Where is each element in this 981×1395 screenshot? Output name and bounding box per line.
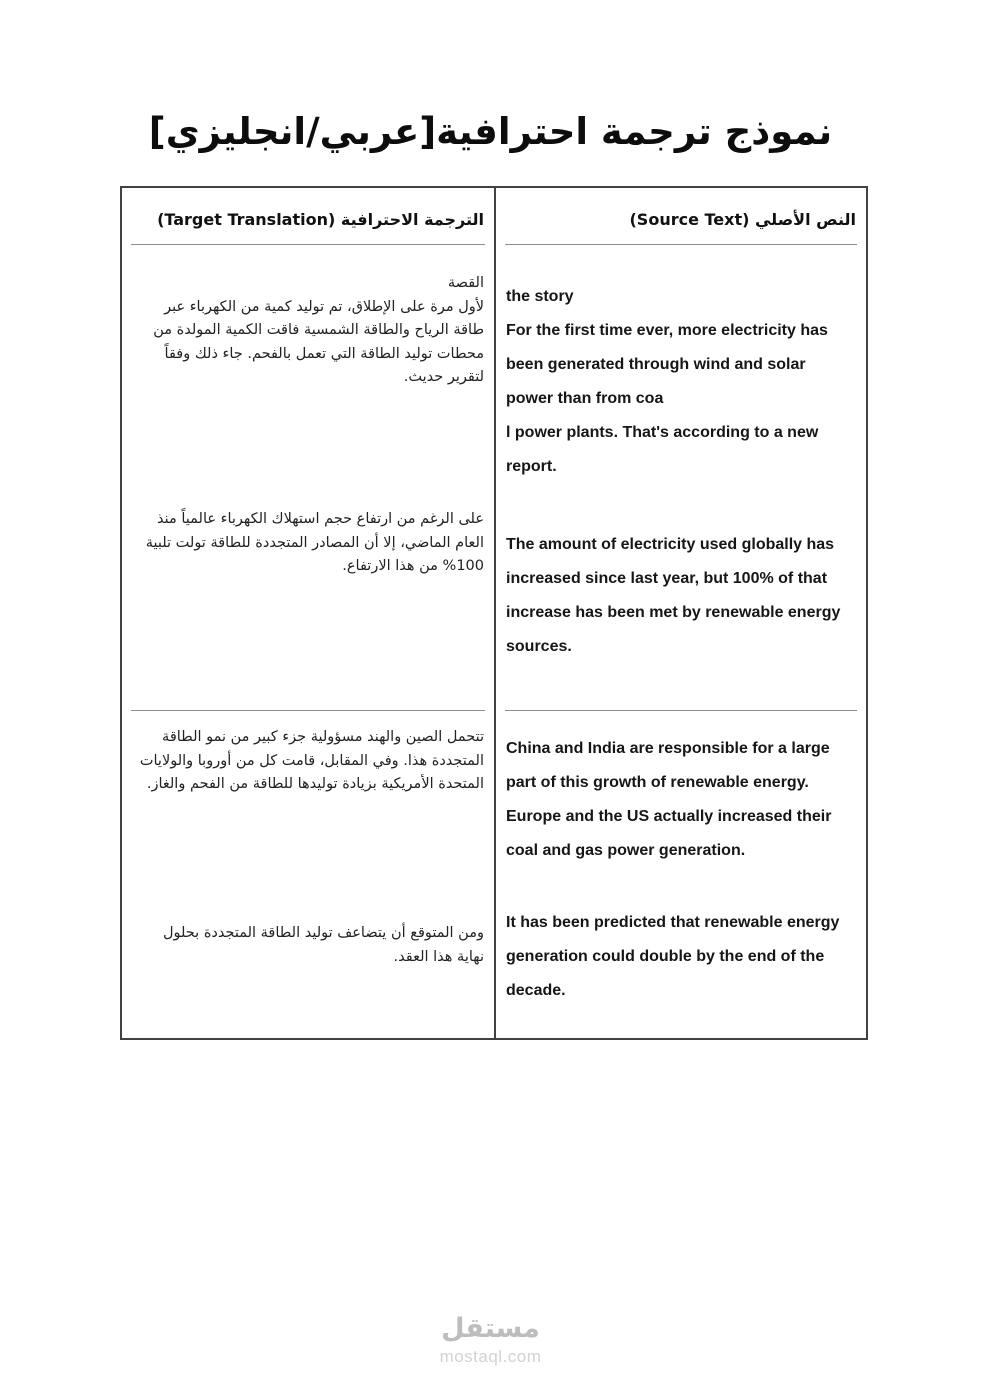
target-text-cell bbox=[122, 896, 494, 1038]
target-paragraph: لأول مرة على الإطلاق، تم توليد كمية من الكهرباء عبر طاقة الرياح والطاقة الشمسية فاقت الكمية المولدة من محطات توليد الطاقة التي تعمل بالفحم. جاء ذلك وفقاً لتقرير حديث. bbox=[153, 298, 484, 385]
table-row-electricity-usage bbox=[122, 498, 866, 710]
source-paragraph: l power plants. That's according to a new report. bbox=[506, 424, 819, 475]
divider-rule-target bbox=[131, 710, 485, 711]
source-paragraph: For the first time ever, more electricity has been generated through wind and solar power than from coa bbox=[506, 322, 828, 407]
page-title: نموذج ترجمة احترافية[عربي/انجليزي] bbox=[148, 110, 833, 153]
header-rule-target bbox=[131, 244, 485, 245]
target-paragraph: ومن المتوقع أن يتضاعف توليد الطاقة المتجددة بحلول نهاية هذا العقد. bbox=[162, 925, 484, 965]
source-text-cell bbox=[494, 896, 866, 1038]
divider-rule-target-cell bbox=[122, 710, 494, 720]
source-paragraph: the story bbox=[506, 288, 574, 305]
watermark-site-text: mostaql.com bbox=[439, 1347, 542, 1366]
source-text-cell bbox=[494, 720, 866, 896]
divider-rule-source-cell bbox=[494, 710, 866, 720]
source-text-cell bbox=[494, 498, 866, 710]
source-paragraph: Europe and the US actually increased their coal and gas power generation. bbox=[506, 808, 832, 859]
target-paragraph: تتحمل الصين والهند مسؤولية جزء كبير من نمو الطاقة المتجددة هذا. وفي المقابل، قامت كل من أوروبا والولايات المتحدة الأمريكية بزيادة توليدها للطاقة من الفحم والغاز. bbox=[139, 729, 484, 792]
source-column-header: النص الأصلي (Source Text) bbox=[494, 188, 866, 244]
watermark bbox=[0, 1313, 981, 1369]
table-row-prediction bbox=[122, 896, 866, 1038]
source-paragraph: It has been predicted that renewable energy generation could double by the end of the decade. bbox=[506, 914, 840, 999]
source-paragraph: China and India are responsible for a large part of this growth of renewable energy. bbox=[506, 740, 830, 791]
source-text-cell bbox=[494, 254, 866, 498]
target-paragraph: القصة bbox=[447, 275, 484, 291]
translation-table bbox=[120, 186, 868, 1040]
table-header-row bbox=[122, 188, 866, 244]
header-rule-target-cell bbox=[122, 244, 494, 254]
target-text-cell bbox=[122, 254, 494, 498]
target-column-header: الترجمة الاحترافية (Target Translation) bbox=[157, 210, 484, 229]
table-row-china-india bbox=[122, 720, 866, 896]
target-paragraph: على الرغم من ارتفاع حجم استهلاك الكهرباء عالمياً منذ العام الماضي، إلا أن المصادر المتجددة للطاقة تولت تلبية 100% من هذا الارتفاع. bbox=[145, 511, 484, 574]
target-text-cell bbox=[122, 720, 494, 896]
source-paragraph: The amount of electricity used globally has increased since last year, but 100% of that increase has been met by renewable energy sources. bbox=[506, 536, 841, 655]
divider-rule-source bbox=[505, 710, 857, 711]
target-text-cell bbox=[122, 498, 494, 710]
header-rule-source bbox=[505, 244, 857, 245]
table-row-story bbox=[122, 254, 866, 498]
section-divider-row bbox=[122, 710, 866, 720]
watermark-brand-text: مستقل bbox=[441, 1313, 540, 1344]
header-underline-row bbox=[122, 244, 866, 254]
header-rule-source-cell bbox=[494, 244, 866, 254]
